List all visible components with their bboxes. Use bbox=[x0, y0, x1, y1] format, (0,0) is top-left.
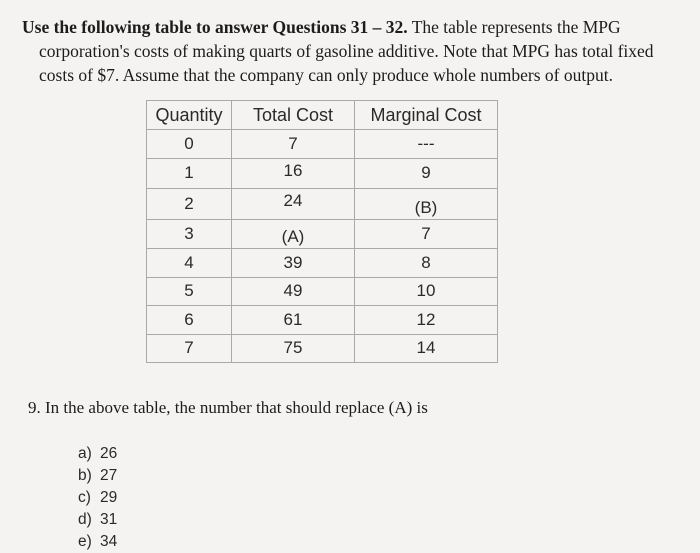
cell-quantity: 5 bbox=[147, 277, 232, 306]
choice-letter: a) bbox=[78, 445, 92, 462]
cell-total-cost: 39 bbox=[232, 249, 355, 278]
choice-value: 31 bbox=[100, 511, 118, 528]
table-row bbox=[147, 306, 498, 335]
cost-table bbox=[146, 100, 498, 363]
cell-quantity: 1 bbox=[147, 158, 232, 189]
table-row bbox=[147, 189, 498, 220]
table-row bbox=[147, 249, 498, 278]
cell-marginal-cost: 10 bbox=[355, 277, 498, 306]
cell-quantity: 0 bbox=[147, 130, 232, 159]
choice-c[interactable] bbox=[78, 487, 117, 509]
cell-marginal-cost: (B) bbox=[355, 189, 498, 220]
cell-total-cost: 16 bbox=[232, 158, 355, 189]
cell-marginal-cost: 8 bbox=[355, 249, 498, 278]
table-row bbox=[147, 334, 498, 363]
intro-line-1 bbox=[22, 15, 692, 39]
cell-marginal-cost: 7 bbox=[355, 219, 498, 249]
cell-quantity: 6 bbox=[147, 306, 232, 335]
cell-marginal-cost: 9 bbox=[355, 158, 498, 189]
cell-quantity: 7 bbox=[147, 334, 232, 363]
cell-marginal-cost: 14 bbox=[355, 334, 498, 363]
question-9-text: 9. In the above table, the number that should replace (A) is bbox=[28, 398, 428, 417]
table-row bbox=[147, 219, 498, 249]
table-row bbox=[147, 130, 498, 159]
cell-quantity: 2 bbox=[147, 189, 232, 220]
cell-quantity: 4 bbox=[147, 249, 232, 278]
cell-total-cost: 75 bbox=[232, 334, 355, 363]
choice-a[interactable] bbox=[78, 443, 117, 465]
choice-letter: b) bbox=[78, 467, 92, 484]
cell-marginal-cost: 12 bbox=[355, 306, 498, 335]
header-marginal-cost: Marginal Cost bbox=[355, 101, 498, 130]
choice-value: 34 bbox=[100, 533, 118, 550]
table-row bbox=[147, 277, 498, 306]
header-quantity: Quantity bbox=[147, 101, 232, 130]
cell-total-cost: 24 bbox=[232, 189, 355, 220]
intro-paragraph bbox=[22, 15, 692, 87]
cell-total-cost: 49 bbox=[232, 277, 355, 306]
intro-line-3: costs of $7. Assume that the company can only produce whole numbers of output. bbox=[39, 65, 613, 85]
intro-line-2: corporation's costs of making quarts of gasoline additive. Note that MPG has total fixed bbox=[39, 41, 654, 61]
cell-total-cost: (A) bbox=[232, 219, 355, 249]
choice-b[interactable] bbox=[78, 465, 117, 487]
intro-line-1-rest: The table represents the MPG bbox=[407, 17, 621, 37]
choice-letter: e) bbox=[78, 533, 92, 550]
table-row bbox=[147, 158, 498, 189]
cell-total-cost: 7 bbox=[232, 130, 355, 159]
intro-bold-prefix: Use the following table to answer Questions 31 – 32. bbox=[22, 17, 408, 37]
choice-value: 27 bbox=[100, 467, 118, 484]
choice-d[interactable] bbox=[78, 509, 117, 531]
answer-choices bbox=[78, 443, 117, 553]
choice-value: 26 bbox=[100, 445, 118, 462]
choice-letter: d) bbox=[78, 511, 92, 528]
choice-letter: c) bbox=[78, 489, 91, 506]
cell-marginal-cost: --- bbox=[355, 130, 498, 159]
cost-table-header-row bbox=[147, 101, 498, 130]
choice-value: 29 bbox=[100, 489, 118, 506]
header-total-cost: Total Cost bbox=[232, 101, 355, 130]
cell-total-cost: 61 bbox=[232, 306, 355, 335]
cell-quantity: 3 bbox=[147, 219, 232, 249]
